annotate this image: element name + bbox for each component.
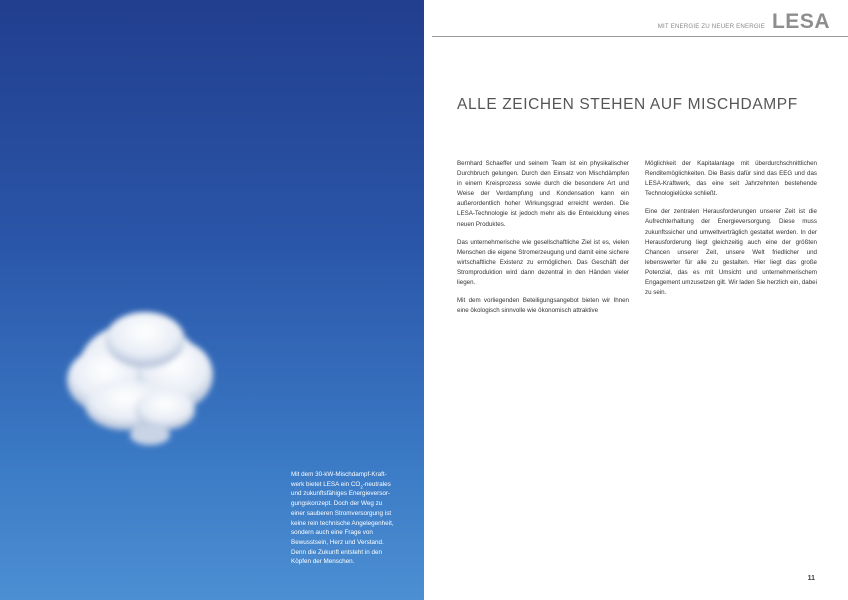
caption-line-3: und zukunftsfähiges Energieversor- bbox=[291, 490, 391, 498]
caption-line-1: Mit dem 30-kW-Mischdampf-Kraft- bbox=[291, 471, 387, 478]
header-divider bbox=[432, 36, 848, 37]
header-tagline: MIT ENERGIE ZU NEUER ENERGIE bbox=[657, 23, 765, 30]
photo-caption bbox=[291, 470, 405, 567]
brand-logo: LESA bbox=[771, 10, 830, 33]
text-page bbox=[424, 0, 848, 600]
caption-line-2: werk bietet LESA ein $CO_2$-neutrales bbox=[291, 480, 391, 489]
caption-line-6: keine rein technische Angelegenheit, bbox=[291, 519, 394, 527]
caption-line-5: einer sauberen Stromversorgung ist bbox=[291, 509, 392, 517]
page-number: 11 bbox=[807, 575, 815, 582]
caption-line-4: gungskonzept. Doch der Weg zu bbox=[291, 500, 383, 508]
caption-line-9: Denn die Zukunft entsteht in den bbox=[291, 548, 383, 556]
paragraph: Bernhard Schaeffer und seinem Team ist ein physikalischer Durchbruch gelungen. Durch den Einsatz von Mischdämpfen in einem Kreisprozess sowie durch die besondere Art und Weise der Verdampfung und Kondensation kann ein außerordentlich hoher Wirkungsgrad erreicht werden. Die LESA-Technologie ist jedoch mehr als die Entwicklung eines neuen Produktes. bbox=[457, 160, 629, 228]
caption-line-10: Köpfen der Menschen. bbox=[291, 558, 355, 566]
cloud-image bbox=[55, 305, 225, 455]
paragraph: Möglichkeit der Kapitalanlage mit überdurchschnittlichen Renditemöglichkeiten. Die Basis dafür sind das EEG und das LESA-Kraftwerk, das eine seit Jahrzehnten bestehende Technologielücke schließt. bbox=[645, 160, 817, 198]
paragraph: Eine der zentralen Herausforderungen unserer Zeit ist die Aufrechterhaltung der Energieversorgung. Diese muss zukunftssicher und umweltverträglich gestaltet werden. In der Herausforderung liegt gleichzeitig auch eine der größten Chancen unserer Zeit, unsere Welt friedlicher und lebenswerter für alle zu gestalten. Hier liegt das große Potenzial, das es mit Umsicht und unternehmerischem Engagement umzusetzen gilt. Wir laden Sie herzlich ein, dabei zu sein. bbox=[645, 208, 817, 297]
page-header bbox=[658, 10, 830, 34]
text-column-left bbox=[457, 159, 629, 324]
caption-line-8: Bewusstsein, Herz und Verstand. bbox=[291, 538, 384, 546]
page-title: ALLE ZEICHEN STEHEN AUF MISCHDAMPF bbox=[457, 96, 798, 113]
text-column-right bbox=[645, 159, 817, 306]
paragraph: Mit dem vorliegenden Beteiligungsangebot bieten wir Ihnen eine ökologisch sinnvolle wie ökonomisch attraktive bbox=[457, 297, 629, 315]
caption-line-7: sondern auch eine Frage von bbox=[291, 529, 373, 537]
paragraph: Das unternehmerische wie gesellschaftliche Ziel ist es, vielen Menschen die eigene Stromerzeugung und damit eine sichere wirtschaftliche Existenz zu ermöglichen. Das Geschäft der Stromproduktion wird dann dezentral in den Händen vieler liegen. bbox=[457, 238, 629, 287]
